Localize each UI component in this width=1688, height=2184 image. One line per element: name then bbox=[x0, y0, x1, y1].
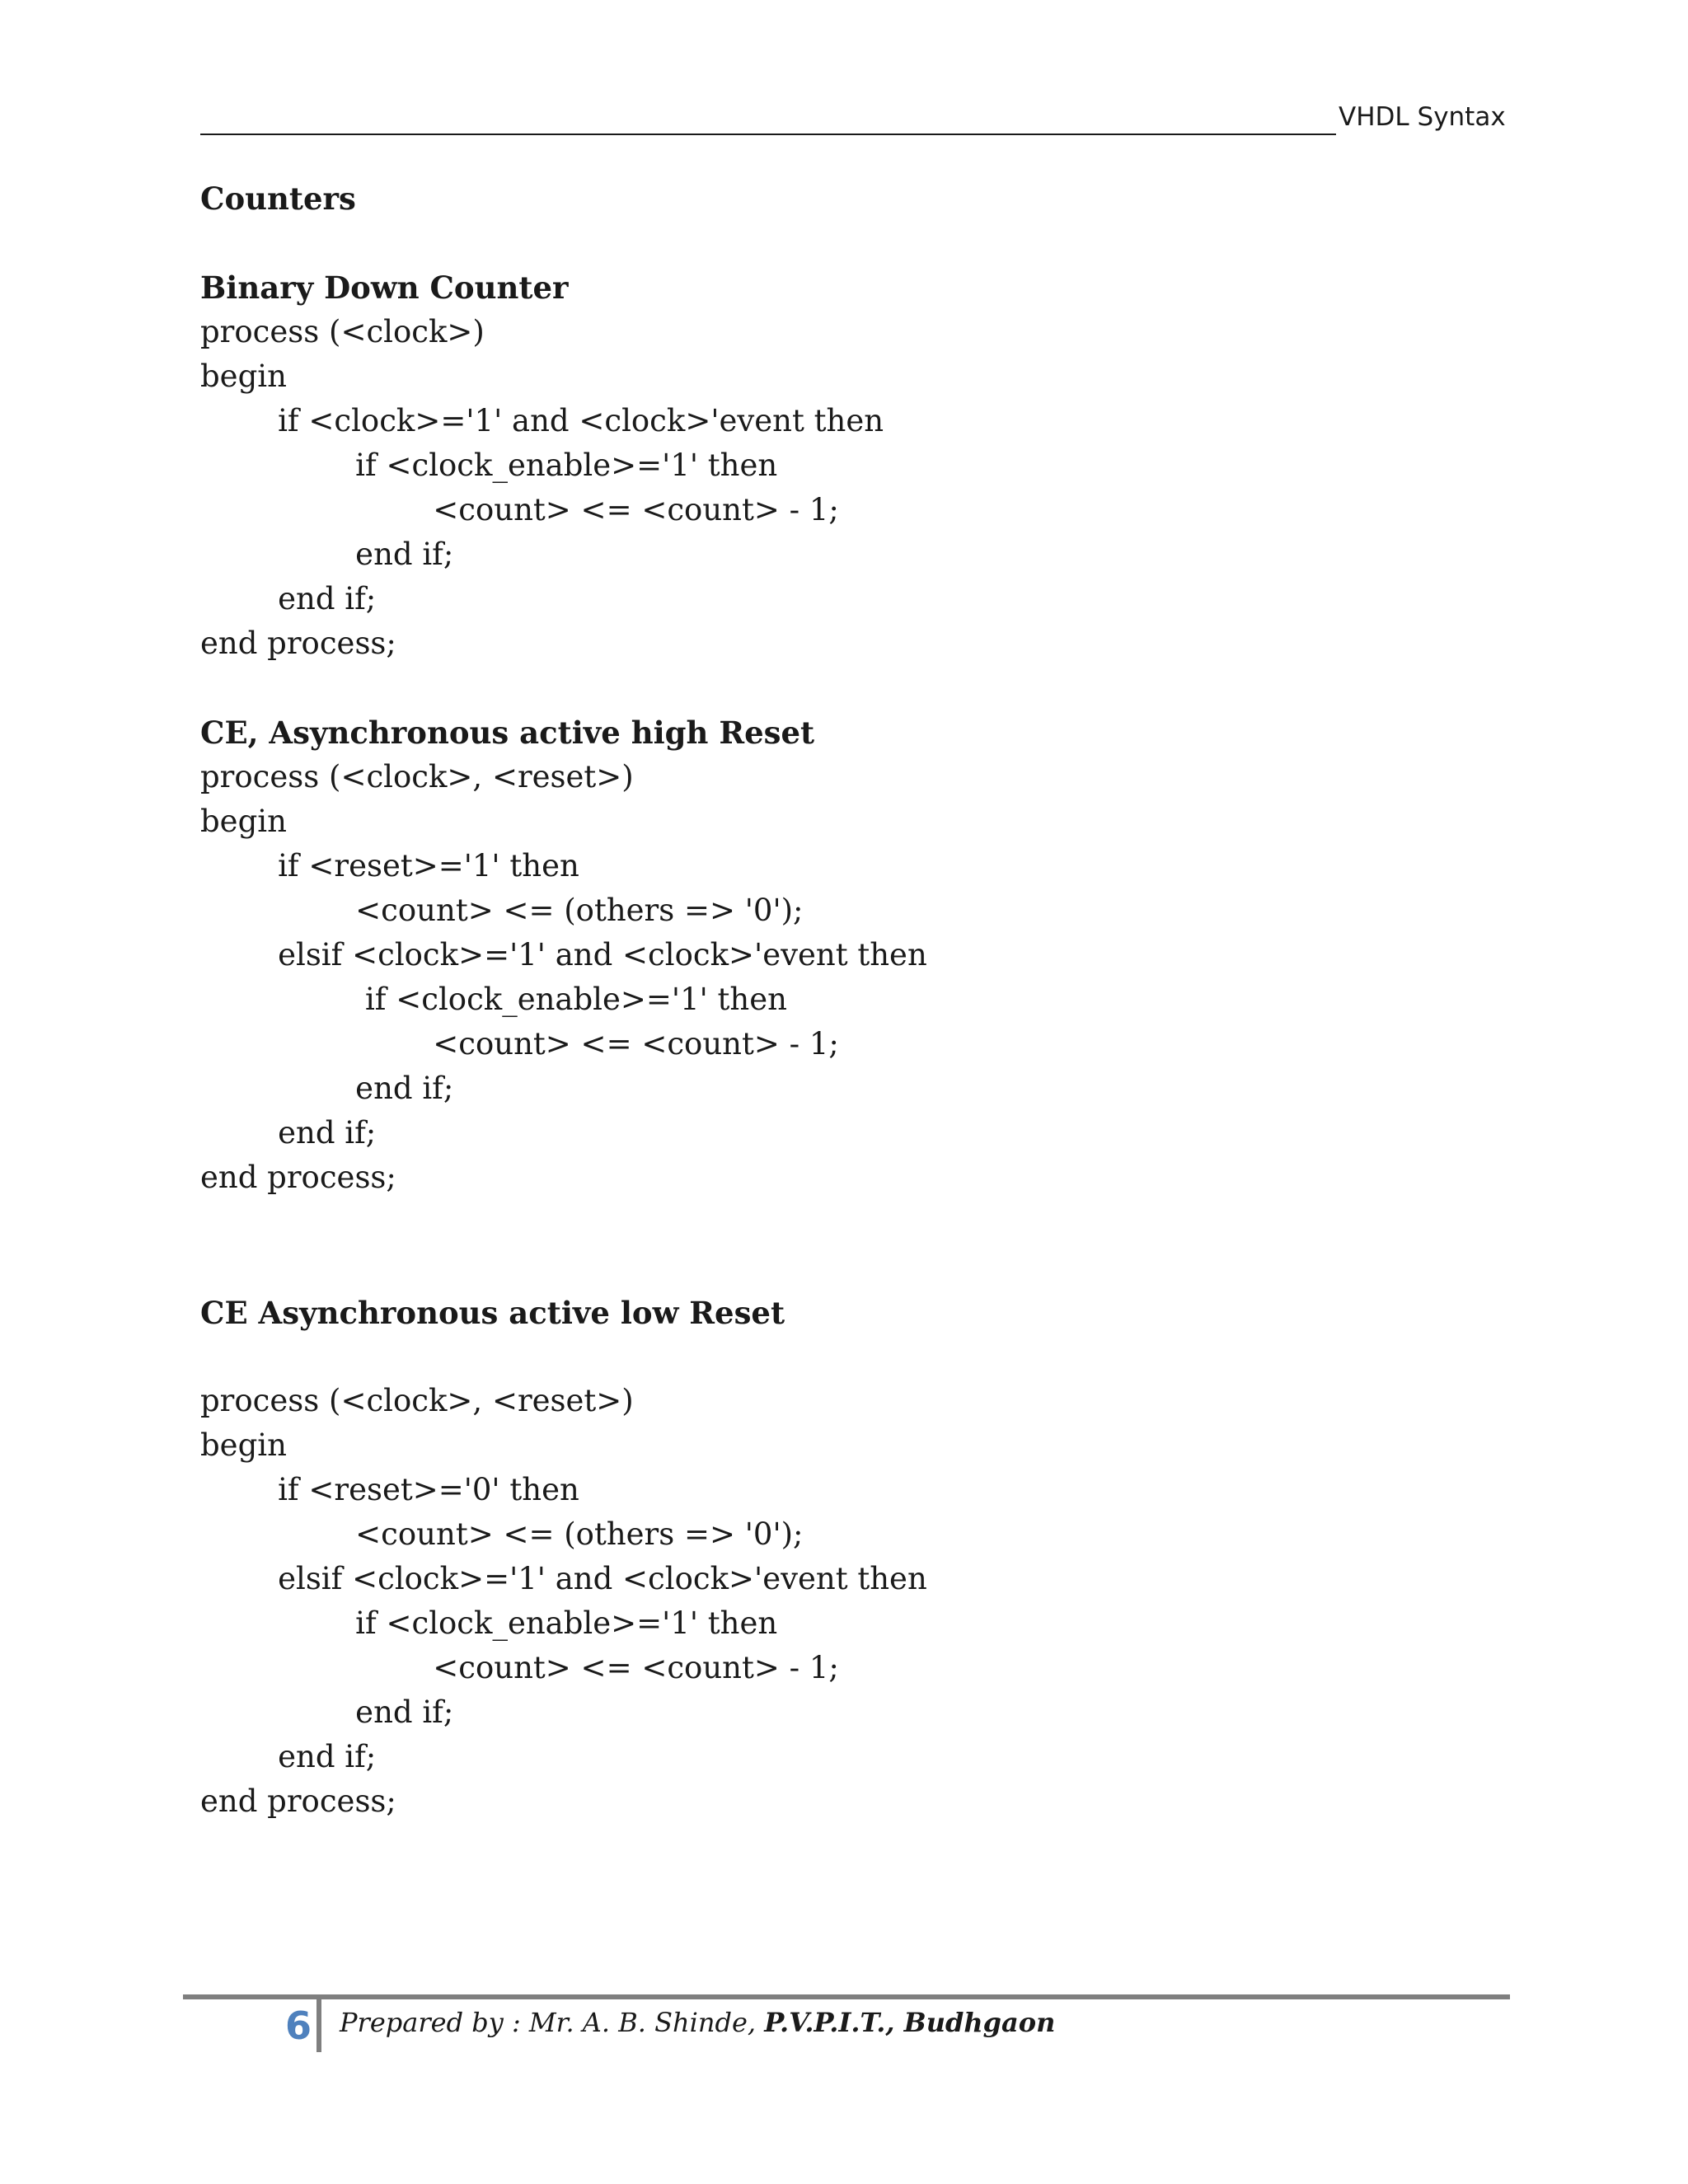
code-line: elsif <clock>='1' and <clock>'event then bbox=[200, 1561, 927, 1596]
code-block-active-high-reset bbox=[200, 755, 927, 1200]
code-line: if <reset>='1' then bbox=[200, 848, 579, 883]
section-heading-binary-down-counter: Binary Down Counter bbox=[200, 269, 569, 306]
code-line: begin bbox=[200, 359, 287, 394]
code-line: end if; bbox=[200, 1694, 454, 1730]
code-line: <count> <= <count> - 1; bbox=[200, 1650, 839, 1685]
code-line: process (<clock>, <reset>) bbox=[200, 1383, 634, 1418]
code-line: end process; bbox=[200, 626, 396, 661]
code-line: end if; bbox=[200, 537, 454, 572]
code-line: end if; bbox=[200, 1739, 377, 1774]
code-line: end if; bbox=[200, 1115, 377, 1151]
code-line: <count> <= <count> - 1; bbox=[200, 492, 839, 527]
code-line: process (<clock>) bbox=[200, 314, 485, 349]
page-number: 6 bbox=[284, 2004, 312, 2048]
page-heading: Counters bbox=[200, 180, 356, 217]
footer-rule bbox=[183, 1994, 1510, 1999]
footer-prepared-by: Prepared by : Mr. A. B. Shinde, bbox=[340, 2007, 757, 2038]
code-line: if <clock_enable>='1' then bbox=[200, 982, 787, 1017]
section-heading-active-low-reset: CE Asynchronous active low Reset bbox=[200, 1295, 785, 1331]
code-line: end if; bbox=[200, 581, 377, 616]
code-line: end process; bbox=[200, 1783, 396, 1819]
footer-credit bbox=[340, 2001, 1055, 2044]
code-line: begin bbox=[200, 804, 287, 839]
footer-divider bbox=[316, 1999, 321, 2052]
code-line: elsif <clock>='1' and <clock>'event then bbox=[200, 937, 927, 972]
code-line: end if; bbox=[200, 1071, 454, 1106]
code-block-active-low-reset bbox=[200, 1379, 927, 1824]
code-line: process (<clock>, <reset>) bbox=[200, 759, 634, 794]
header-title: VHDL Syntax bbox=[1339, 102, 1506, 132]
code-line: begin bbox=[200, 1427, 287, 1463]
section-heading-active-high-reset: CE, Asynchronous active high Reset bbox=[200, 715, 815, 751]
code-line: end process; bbox=[200, 1160, 396, 1195]
page-header bbox=[200, 97, 1506, 135]
code-line: if <clock>='1' and <clock>'event then bbox=[200, 403, 884, 438]
header-rule bbox=[200, 134, 1336, 135]
code-line: <count> <= <count> - 1; bbox=[200, 1026, 839, 1062]
code-line: if <clock_enable>='1' then bbox=[200, 1605, 778, 1641]
code-line: <count> <= (others => '0'); bbox=[200, 893, 804, 928]
code-line: <count> <= (others => '0'); bbox=[200, 1516, 804, 1552]
footer-institute: P.V.P.I.T., Budhgaon bbox=[764, 2007, 1056, 2038]
code-line: if <clock_enable>='1' then bbox=[200, 448, 778, 483]
code-line: if <reset>='0' then bbox=[200, 1472, 579, 1507]
code-block-binary-down-counter bbox=[200, 310, 884, 666]
